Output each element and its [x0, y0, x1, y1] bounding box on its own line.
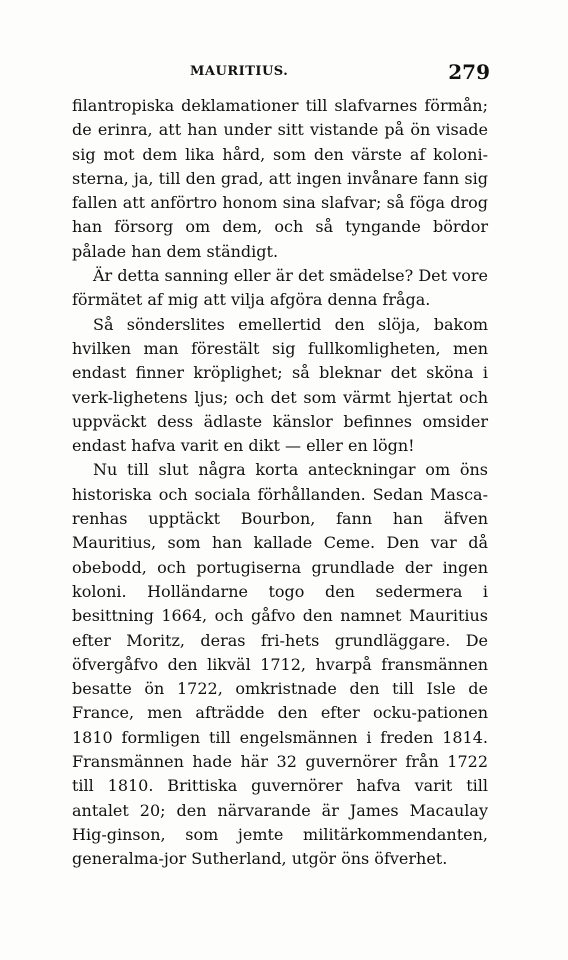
page-header [72, 62, 488, 84]
paragraph-continuation: filantropiska deklamationer till slafvarnes förmån; de erinra, att han under sitt vistande på ön visade sig mot dem lika hård, som den värste af koloni-sterna, ja, till den grad, att ingen invånare fann sig fallen att anförtro honom sina slafvar; så föga drog han försorg om dem, och så tyngande bördor pålade han dem ständigt. [72, 96, 488, 261]
paragraph-reflection: Så sönderslites emellertid den slöja, bakom hvilken man förestält sig fullkomligheten, men endast finner kröplighet; så bleknar det sköna i verk-lighetens ljus; och det som värmt hjertat och uppväckt dess ädlaste känslor befinnes omsider endast hafva varit en dikt — eller en lögn! [72, 314, 488, 456]
page-number: 279 [448, 60, 490, 84]
paragraph-question: Är detta sanning eller är det smädelse? Det vore förmätet af mig att vilja afgöra denna fråga. [72, 266, 488, 310]
running-head: MAURITIUS. [190, 64, 289, 79]
body-text [72, 94, 488, 872]
paragraph-history: Nu till slut några korta anteckningar om öns historiska och sociala förhållanden. Sedan Masca-renhas upptäckt Bourbon, fann han äfven Mauritius, som han kallade Ceme. Den var då obebodd, och portugiserna grundlade der ingen koloni. Holländarne togo den sedermera i besittning 1664, och gåfvo den namnet Mauritius efter Moritz, deras fri-hets grundläggare. De öfvergåfvo den likväl 1712, hvarpå fransmännen besatte ön 1722, omkristnade den till Isle de France, men afträdde den efter ocku-pationen 1810 formligen till engelsmännen i freden 1814. Fransmännen hade här 32 guvernörer från 1722 till 1810. Brittiska guvernörer hafva varit till antalet 20; den närvarande är James Macaulay Hig-ginson, som jemte militärkommendanten, generalma-jor Sutherland, utgör öns öfverhet. [72, 460, 488, 869]
